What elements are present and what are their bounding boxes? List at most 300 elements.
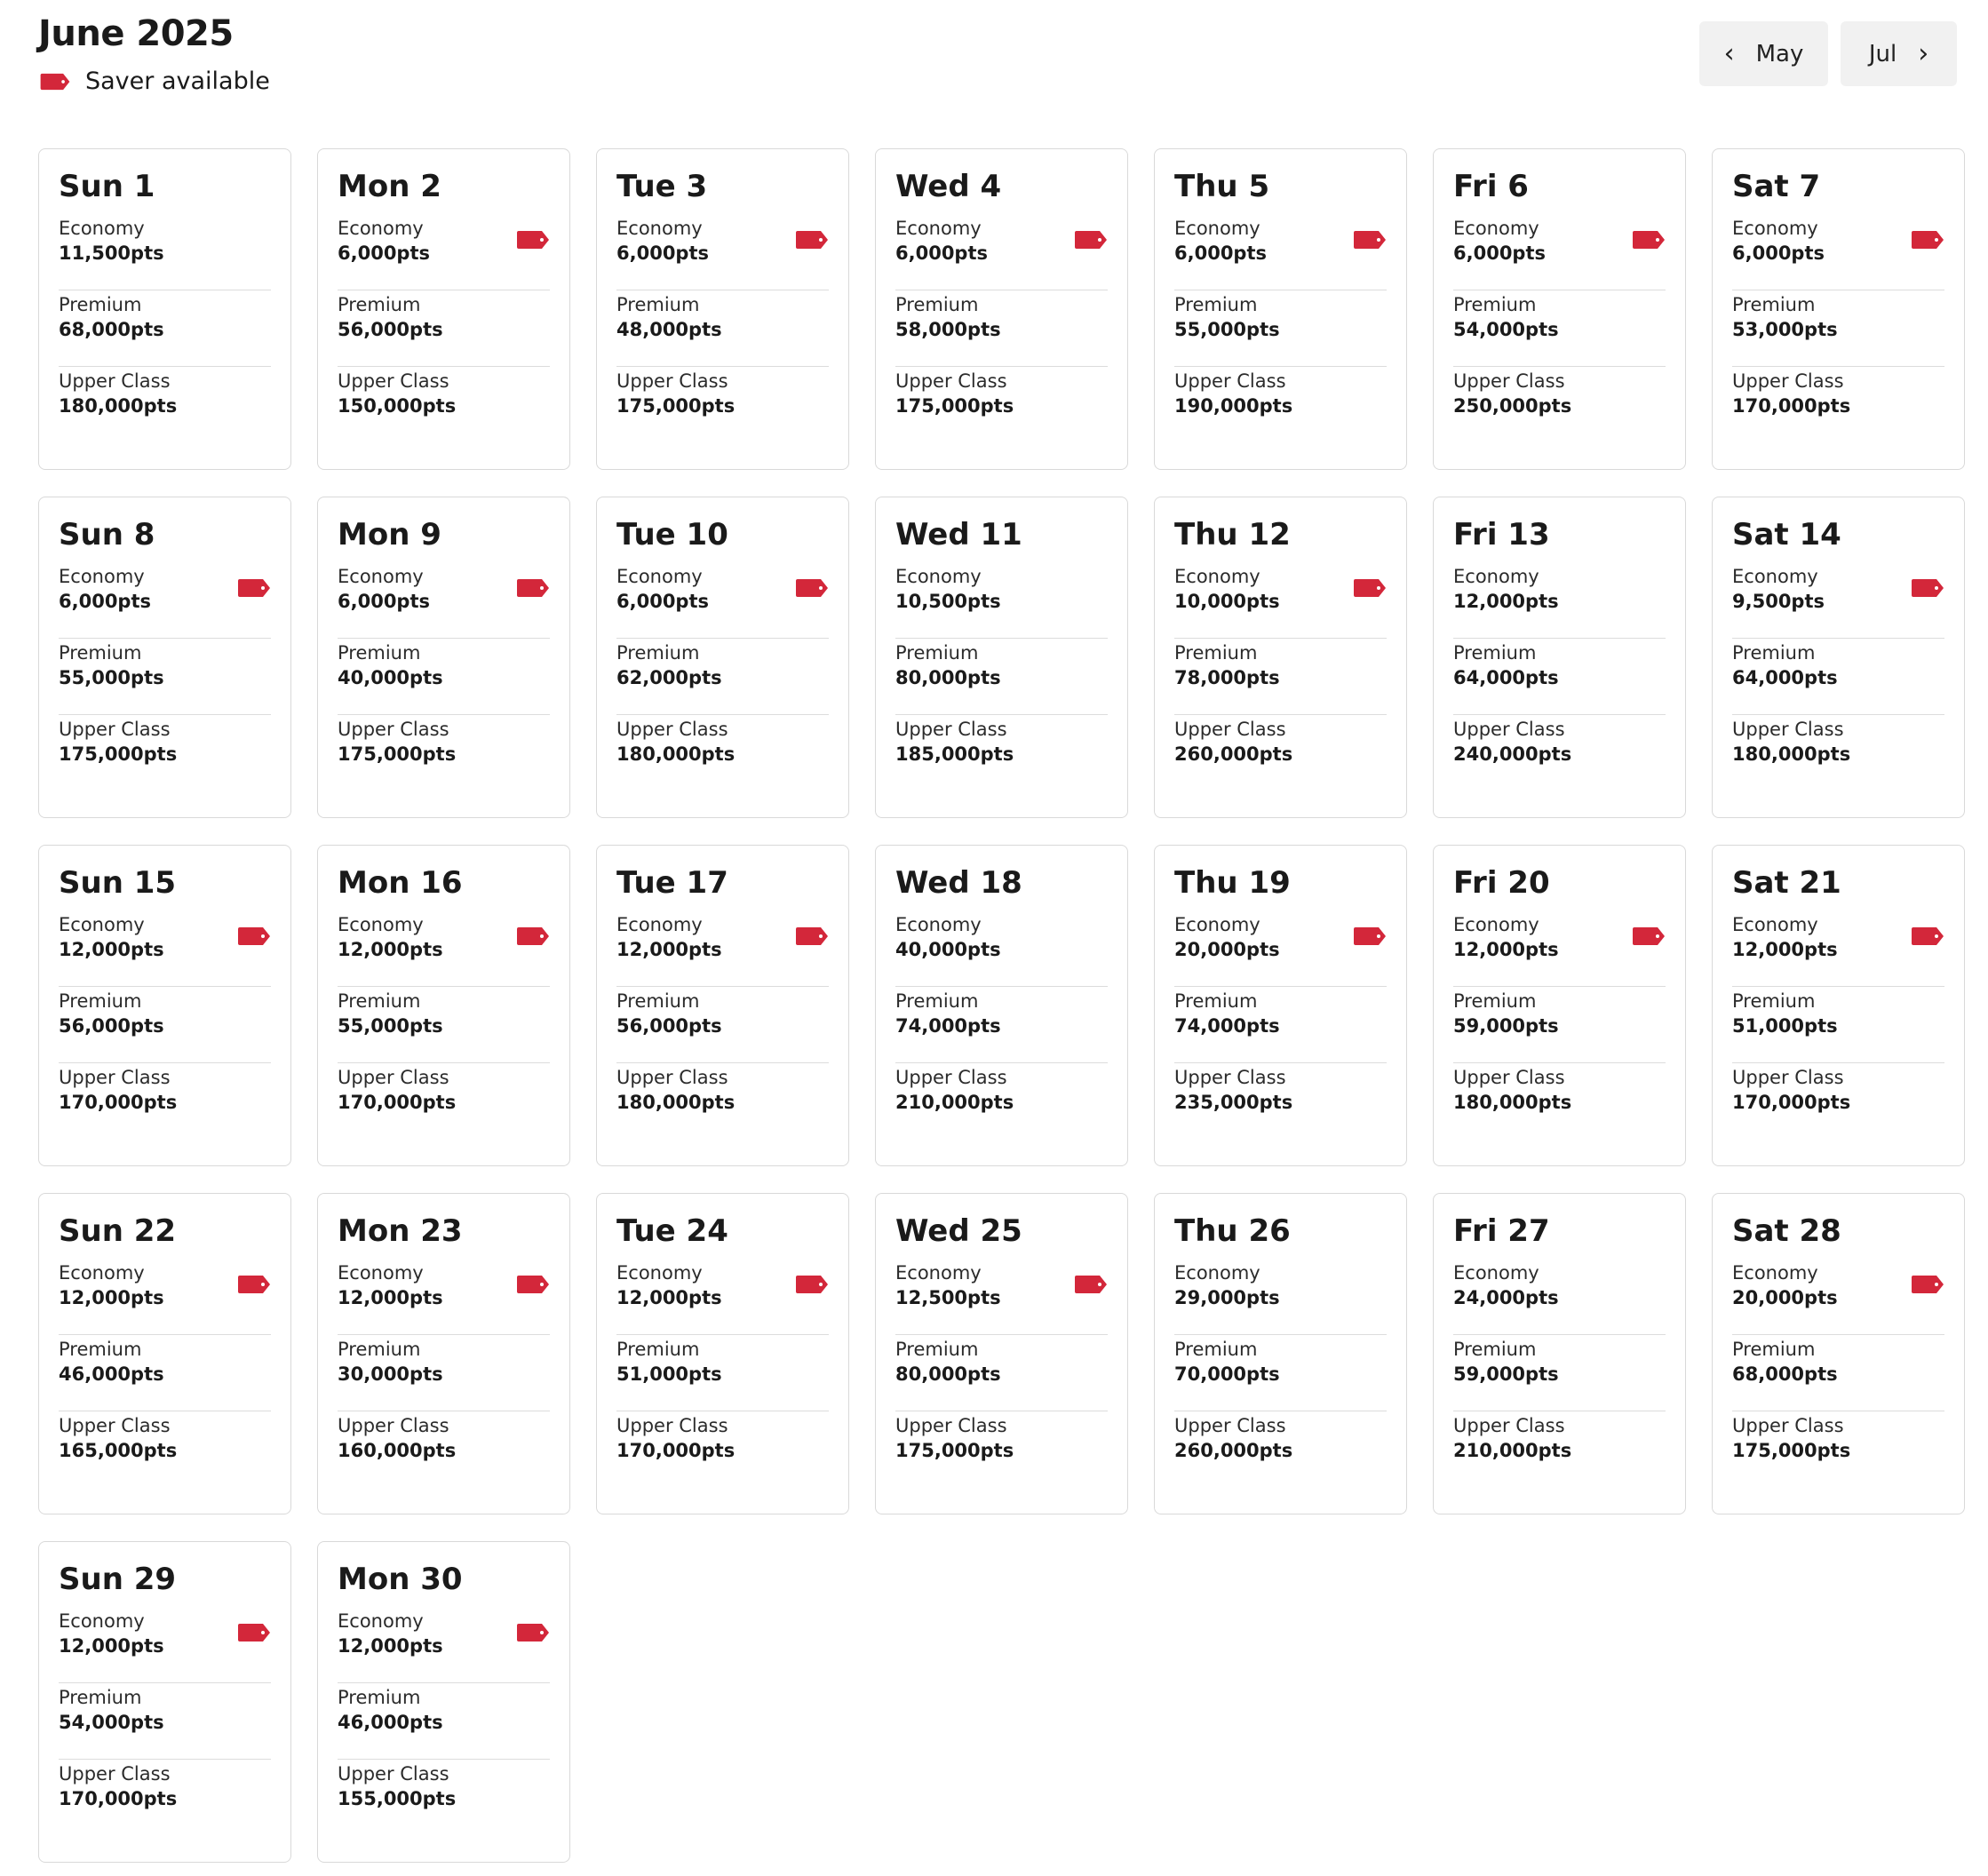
economy-fare xyxy=(1453,912,1666,987)
premium-label: Premium xyxy=(338,990,421,1012)
premium-label: Premium xyxy=(59,990,142,1012)
premium-points: 40,000pts xyxy=(338,667,443,688)
premium-fare xyxy=(1732,1335,1944,1411)
upper-class-label: Upper Class xyxy=(59,1067,171,1088)
premium-label: Premium xyxy=(616,1339,700,1360)
economy-label: Economy xyxy=(895,914,982,935)
economy-fare xyxy=(59,216,271,290)
saver-tag-icon xyxy=(516,230,550,250)
economy-label: Economy xyxy=(616,914,703,935)
economy-fare xyxy=(895,564,1108,639)
upper-class-label: Upper Class xyxy=(895,1415,1007,1436)
upper-class-label: Upper Class xyxy=(616,1415,728,1436)
upper-class-label: Upper Class xyxy=(1732,719,1844,740)
economy-points: 6,000pts xyxy=(1453,242,1546,264)
premium-fare xyxy=(1174,987,1387,1063)
premium-fare xyxy=(895,1335,1108,1411)
day-title: Tue 3 xyxy=(616,169,708,204)
premium-fare xyxy=(1732,987,1944,1063)
day-card[interactable] xyxy=(38,497,291,818)
premium-points: 80,000pts xyxy=(895,667,1001,688)
premium-fare xyxy=(1453,290,1666,367)
premium-label: Premium xyxy=(1174,1339,1258,1360)
economy-fare xyxy=(1453,216,1666,290)
upper-class-fare xyxy=(338,1760,550,1836)
economy-label: Economy xyxy=(1732,914,1818,935)
economy-fare xyxy=(616,564,829,639)
day-card[interactable] xyxy=(875,1193,1128,1514)
next-month-label: Jul xyxy=(1868,40,1897,68)
upper-class-fare xyxy=(338,715,550,791)
premium-points: 54,000pts xyxy=(59,1712,164,1733)
economy-label: Economy xyxy=(338,566,424,587)
upper-class-label: Upper Class xyxy=(1453,1067,1565,1088)
day-title: Tue 24 xyxy=(616,1213,728,1249)
premium-fare xyxy=(1453,639,1666,715)
day-card[interactable] xyxy=(1433,148,1686,470)
upper-class-points: 170,000pts xyxy=(59,1788,178,1809)
economy-points: 6,000pts xyxy=(338,242,430,264)
upper-class-points: 160,000pts xyxy=(338,1440,457,1461)
day-title: Fri 20 xyxy=(1453,865,1550,901)
upper-class-points: 155,000pts xyxy=(338,1788,457,1809)
premium-label: Premium xyxy=(1732,294,1816,315)
premium-label: Premium xyxy=(616,990,700,1012)
upper-class-label: Upper Class xyxy=(895,719,1007,740)
day-card[interactable] xyxy=(1433,497,1686,818)
upper-class-points: 170,000pts xyxy=(616,1440,736,1461)
premium-label: Premium xyxy=(338,642,421,664)
upper-class-points: 165,000pts xyxy=(59,1440,178,1461)
economy-label: Economy xyxy=(1174,218,1260,239)
day-card[interactable] xyxy=(38,1541,291,1863)
premium-points: 74,000pts xyxy=(895,1015,1001,1037)
economy-label: Economy xyxy=(895,218,982,239)
upper-class-fare xyxy=(1453,1411,1666,1488)
day-card[interactable] xyxy=(38,148,291,470)
day-card[interactable] xyxy=(1154,148,1407,470)
saver-tag-icon xyxy=(1911,230,1944,250)
upper-class-label: Upper Class xyxy=(1732,1415,1844,1436)
saver-tag-icon xyxy=(38,73,72,91)
day-card[interactable] xyxy=(875,497,1128,818)
day-title: Wed 25 xyxy=(895,1213,1022,1249)
economy-points: 40,000pts xyxy=(895,939,1001,960)
day-title: Sat 7 xyxy=(1732,169,1821,204)
upper-class-label: Upper Class xyxy=(338,1067,449,1088)
upper-class-label: Upper Class xyxy=(338,1415,449,1436)
previous-month-label: May xyxy=(1755,40,1804,68)
day-title: Fri 13 xyxy=(1453,517,1550,552)
economy-label: Economy xyxy=(1732,566,1818,587)
economy-label: Economy xyxy=(616,1262,703,1284)
day-title: Sun 15 xyxy=(59,865,177,901)
premium-fare xyxy=(59,1335,271,1411)
upper-class-fare xyxy=(895,1411,1108,1488)
upper-class-fare xyxy=(1453,367,1666,443)
economy-fare xyxy=(338,912,550,987)
upper-class-label: Upper Class xyxy=(616,719,728,740)
economy-fare xyxy=(1174,564,1387,639)
premium-points: 62,000pts xyxy=(616,667,722,688)
economy-points: 10,500pts xyxy=(895,591,1001,612)
premium-fare xyxy=(616,1335,829,1411)
day-card[interactable] xyxy=(1154,845,1407,1166)
saver-tag-icon xyxy=(516,1623,550,1642)
premium-fare xyxy=(338,1335,550,1411)
saver-tag-icon xyxy=(1911,578,1944,598)
day-card[interactable] xyxy=(596,1193,849,1514)
upper-class-fare xyxy=(1453,715,1666,791)
economy-points: 12,000pts xyxy=(616,1287,722,1308)
premium-points: 55,000pts xyxy=(59,667,164,688)
saver-tag-icon xyxy=(795,578,829,598)
upper-class-label: Upper Class xyxy=(1732,1067,1844,1088)
premium-label: Premium xyxy=(1174,990,1258,1012)
premium-fare xyxy=(616,987,829,1063)
saver-tag-icon xyxy=(1074,230,1108,250)
economy-label: Economy xyxy=(338,1262,424,1284)
upper-class-points: 180,000pts xyxy=(616,1092,736,1113)
upper-class-fare xyxy=(59,1411,271,1488)
upper-class-fare xyxy=(1732,1411,1944,1488)
premium-label: Premium xyxy=(895,990,979,1012)
upper-class-fare xyxy=(1174,1063,1387,1140)
saver-tag-icon xyxy=(237,1275,271,1294)
premium-label: Premium xyxy=(1174,642,1258,664)
premium-label: Premium xyxy=(895,642,979,664)
upper-class-label: Upper Class xyxy=(59,1415,171,1436)
upper-class-fare xyxy=(1732,1063,1944,1140)
premium-points: 51,000pts xyxy=(1732,1015,1838,1037)
economy-fare xyxy=(59,912,271,987)
saver-tag-icon xyxy=(1911,1275,1944,1294)
premium-label: Premium xyxy=(1453,294,1537,315)
premium-points: 48,000pts xyxy=(616,319,722,340)
premium-points: 59,000pts xyxy=(1453,1363,1559,1385)
premium-fare xyxy=(1174,1335,1387,1411)
economy-points: 12,000pts xyxy=(616,939,722,960)
upper-class-points: 170,000pts xyxy=(1732,1092,1851,1113)
economy-points: 6,000pts xyxy=(1174,242,1267,264)
upper-class-label: Upper Class xyxy=(338,719,449,740)
premium-points: 64,000pts xyxy=(1453,667,1559,688)
premium-fare xyxy=(338,1683,550,1760)
premium-label: Premium xyxy=(1732,990,1816,1012)
economy-label: Economy xyxy=(1453,914,1539,935)
upper-class-points: 180,000pts xyxy=(1732,743,1851,765)
upper-class-points: 170,000pts xyxy=(338,1092,457,1113)
economy-label: Economy xyxy=(59,566,145,587)
saver-tag-icon xyxy=(795,1275,829,1294)
economy-label: Economy xyxy=(616,566,703,587)
premium-points: 70,000pts xyxy=(1174,1363,1280,1385)
upper-class-label: Upper Class xyxy=(1453,370,1565,392)
day-card[interactable] xyxy=(38,1193,291,1514)
day-card[interactable] xyxy=(1154,497,1407,818)
premium-points: 46,000pts xyxy=(59,1363,164,1385)
premium-label: Premium xyxy=(616,642,700,664)
upper-class-fare xyxy=(338,367,550,443)
economy-label: Economy xyxy=(616,218,703,239)
saver-tag-icon xyxy=(516,926,550,946)
day-card[interactable] xyxy=(1712,1193,1965,1514)
economy-label: Economy xyxy=(338,914,424,935)
day-title: Sat 21 xyxy=(1732,865,1841,901)
premium-label: Premium xyxy=(1453,990,1537,1012)
premium-points: 55,000pts xyxy=(338,1015,443,1037)
economy-fare xyxy=(1732,1260,1944,1335)
upper-class-points: 210,000pts xyxy=(895,1092,1014,1113)
legend-label: Saver available xyxy=(85,68,270,95)
premium-fare xyxy=(338,290,550,367)
economy-label: Economy xyxy=(1174,1262,1260,1284)
upper-class-label: Upper Class xyxy=(616,370,728,392)
economy-fare xyxy=(1453,1260,1666,1335)
day-title: Mon 16 xyxy=(338,865,463,901)
premium-label: Premium xyxy=(1453,1339,1537,1360)
premium-label: Premium xyxy=(1453,642,1537,664)
economy-points: 20,000pts xyxy=(1174,939,1280,960)
day-title: Tue 10 xyxy=(616,517,728,552)
premium-fare xyxy=(1732,639,1944,715)
saver-tag-icon xyxy=(237,926,271,946)
economy-label: Economy xyxy=(895,1262,982,1284)
upper-class-fare xyxy=(895,367,1108,443)
premium-fare xyxy=(338,639,550,715)
day-card[interactable] xyxy=(317,1193,570,1514)
economy-points: 6,000pts xyxy=(895,242,988,264)
economy-label: Economy xyxy=(59,218,145,239)
day-title: Mon 2 xyxy=(338,169,441,204)
upper-class-label: Upper Class xyxy=(59,719,171,740)
economy-points: 12,000pts xyxy=(338,939,443,960)
economy-label: Economy xyxy=(1732,218,1818,239)
economy-fare xyxy=(616,1260,829,1335)
economy-label: Economy xyxy=(1174,566,1260,587)
premium-points: 68,000pts xyxy=(59,319,164,340)
day-card[interactable] xyxy=(1154,1193,1407,1514)
upper-class-fare xyxy=(338,1063,550,1140)
upper-class-fare xyxy=(59,1063,271,1140)
calendar-header xyxy=(38,12,270,95)
economy-points: 12,000pts xyxy=(1732,939,1838,960)
economy-fare xyxy=(895,216,1108,290)
day-title: Sat 14 xyxy=(1732,517,1841,552)
day-card[interactable] xyxy=(317,148,570,470)
day-card[interactable] xyxy=(1433,845,1686,1166)
economy-label: Economy xyxy=(895,566,982,587)
upper-class-points: 190,000pts xyxy=(1174,395,1293,417)
page-title: June 2025 xyxy=(38,13,234,54)
saver-tag-icon xyxy=(795,230,829,250)
day-card[interactable] xyxy=(596,845,849,1166)
upper-class-points: 180,000pts xyxy=(1453,1092,1572,1113)
day-card[interactable] xyxy=(38,845,291,1166)
upper-class-fare xyxy=(895,1063,1108,1140)
day-title: Sat 28 xyxy=(1732,1213,1841,1249)
economy-fare xyxy=(1732,216,1944,290)
premium-fare xyxy=(1174,639,1387,715)
economy-points: 10,000pts xyxy=(1174,591,1280,612)
upper-class-points: 250,000pts xyxy=(1453,395,1572,417)
premium-label: Premium xyxy=(59,1687,142,1708)
day-card[interactable] xyxy=(875,148,1128,470)
economy-fare xyxy=(338,564,550,639)
economy-label: Economy xyxy=(1453,566,1539,587)
saver-tag-icon xyxy=(237,1623,271,1642)
day-card[interactable] xyxy=(317,1541,570,1863)
chevron-right-icon: › xyxy=(1918,38,1929,69)
day-title: Sun 29 xyxy=(59,1562,177,1597)
upper-class-points: 175,000pts xyxy=(895,1440,1014,1461)
economy-points: 11,500pts xyxy=(59,242,164,264)
day-title: Sun 1 xyxy=(59,169,155,204)
premium-points: 58,000pts xyxy=(895,319,1001,340)
premium-label: Premium xyxy=(616,294,700,315)
upper-class-fare xyxy=(1174,715,1387,791)
economy-fare xyxy=(895,1260,1108,1335)
economy-points: 20,000pts xyxy=(1732,1287,1838,1308)
economy-label: Economy xyxy=(1453,1262,1539,1284)
upper-class-points: 235,000pts xyxy=(1174,1092,1293,1113)
day-card[interactable] xyxy=(317,845,570,1166)
day-title: Mon 9 xyxy=(338,517,441,552)
day-card[interactable] xyxy=(596,148,849,470)
upper-class-fare xyxy=(616,367,829,443)
day-card[interactable] xyxy=(317,497,570,818)
premium-points: 59,000pts xyxy=(1453,1015,1559,1037)
premium-points: 56,000pts xyxy=(616,1015,722,1037)
saver-tag-icon xyxy=(795,926,829,946)
economy-label: Economy xyxy=(1174,914,1260,935)
saver-tag-icon xyxy=(1353,578,1387,598)
day-title: Wed 11 xyxy=(895,517,1022,552)
premium-fare xyxy=(59,987,271,1063)
day-title: Thu 5 xyxy=(1174,169,1270,204)
upper-class-fare xyxy=(59,1760,271,1836)
upper-class-label: Upper Class xyxy=(895,1067,1007,1088)
saver-tag-icon xyxy=(516,1275,550,1294)
day-card[interactable] xyxy=(1712,497,1965,818)
upper-class-label: Upper Class xyxy=(616,1067,728,1088)
upper-class-label: Upper Class xyxy=(338,370,449,392)
premium-fare xyxy=(1174,290,1387,367)
economy-points: 6,000pts xyxy=(616,591,709,612)
next-month-button[interactable] xyxy=(1841,21,1957,86)
premium-points: 51,000pts xyxy=(616,1363,722,1385)
economy-points: 12,000pts xyxy=(59,1287,164,1308)
premium-fare xyxy=(616,639,829,715)
premium-label: Premium xyxy=(338,1339,421,1360)
day-title: Thu 19 xyxy=(1174,865,1291,901)
upper-class-fare xyxy=(1174,367,1387,443)
premium-points: 46,000pts xyxy=(338,1712,443,1733)
premium-fare xyxy=(895,639,1108,715)
upper-class-points: 175,000pts xyxy=(1732,1440,1851,1461)
upper-class-label: Upper Class xyxy=(1732,370,1844,392)
upper-class-label: Upper Class xyxy=(59,1763,171,1785)
upper-class-fare xyxy=(338,1411,550,1488)
premium-points: 68,000pts xyxy=(1732,1363,1838,1385)
economy-points: 24,000pts xyxy=(1453,1287,1559,1308)
premium-label: Premium xyxy=(338,294,421,315)
upper-class-label: Upper Class xyxy=(1174,719,1286,740)
economy-points: 6,000pts xyxy=(616,242,709,264)
premium-points: 55,000pts xyxy=(1174,319,1280,340)
economy-points: 12,000pts xyxy=(59,1635,164,1657)
premium-fare xyxy=(616,290,829,367)
premium-fare xyxy=(59,639,271,715)
economy-fare xyxy=(338,216,550,290)
upper-class-label: Upper Class xyxy=(1174,370,1286,392)
premium-fare xyxy=(59,1683,271,1760)
upper-class-fare xyxy=(616,715,829,791)
premium-points: 54,000pts xyxy=(1453,319,1559,340)
upper-class-label: Upper Class xyxy=(1453,719,1565,740)
day-card[interactable] xyxy=(1712,845,1965,1166)
upper-class-label: Upper Class xyxy=(59,370,171,392)
upper-class-points: 170,000pts xyxy=(1732,395,1851,417)
premium-fare xyxy=(1453,1335,1666,1411)
premium-points: 56,000pts xyxy=(59,1015,164,1037)
upper-class-points: 175,000pts xyxy=(338,743,457,765)
economy-label: Economy xyxy=(59,1610,145,1632)
economy-points: 9,500pts xyxy=(1732,591,1825,612)
economy-label: Economy xyxy=(1732,1262,1818,1284)
premium-label: Premium xyxy=(59,642,142,664)
upper-class-points: 180,000pts xyxy=(59,395,178,417)
day-card[interactable] xyxy=(875,845,1128,1166)
day-title: Fri 27 xyxy=(1453,1213,1550,1249)
upper-class-label: Upper Class xyxy=(338,1763,449,1785)
day-title: Sun 8 xyxy=(59,517,155,552)
upper-class-points: 260,000pts xyxy=(1174,743,1293,765)
day-title: Wed 18 xyxy=(895,865,1022,901)
upper-class-points: 185,000pts xyxy=(895,743,1014,765)
economy-label: Economy xyxy=(338,218,424,239)
economy-fare xyxy=(338,1260,550,1335)
chevron-left-icon: ‹ xyxy=(1723,38,1735,69)
day-title: Wed 4 xyxy=(895,169,1002,204)
premium-fare xyxy=(1732,290,1944,367)
premium-label: Premium xyxy=(1732,642,1816,664)
saver-tag-icon xyxy=(1074,1275,1108,1294)
legend xyxy=(38,68,270,95)
day-title: Mon 23 xyxy=(338,1213,463,1249)
economy-fare xyxy=(1453,564,1666,639)
premium-label: Premium xyxy=(1174,294,1258,315)
economy-label: Economy xyxy=(59,1262,145,1284)
economy-points: 6,000pts xyxy=(338,591,430,612)
premium-points: 56,000pts xyxy=(338,319,443,340)
previous-month-button[interactable] xyxy=(1699,21,1828,86)
economy-points: 12,000pts xyxy=(338,1635,443,1657)
upper-class-points: 180,000pts xyxy=(616,743,736,765)
upper-class-fare xyxy=(59,367,271,443)
upper-class-fare xyxy=(1453,1063,1666,1140)
premium-points: 80,000pts xyxy=(895,1363,1001,1385)
day-card[interactable] xyxy=(596,497,849,818)
economy-label: Economy xyxy=(338,1610,424,1632)
upper-class-fare xyxy=(1732,367,1944,443)
day-title: Sun 22 xyxy=(59,1213,177,1249)
day-card[interactable] xyxy=(1712,148,1965,470)
premium-label: Premium xyxy=(338,1687,421,1708)
economy-fare xyxy=(59,1609,271,1683)
upper-class-label: Upper Class xyxy=(895,370,1007,392)
day-card[interactable] xyxy=(1433,1193,1686,1514)
